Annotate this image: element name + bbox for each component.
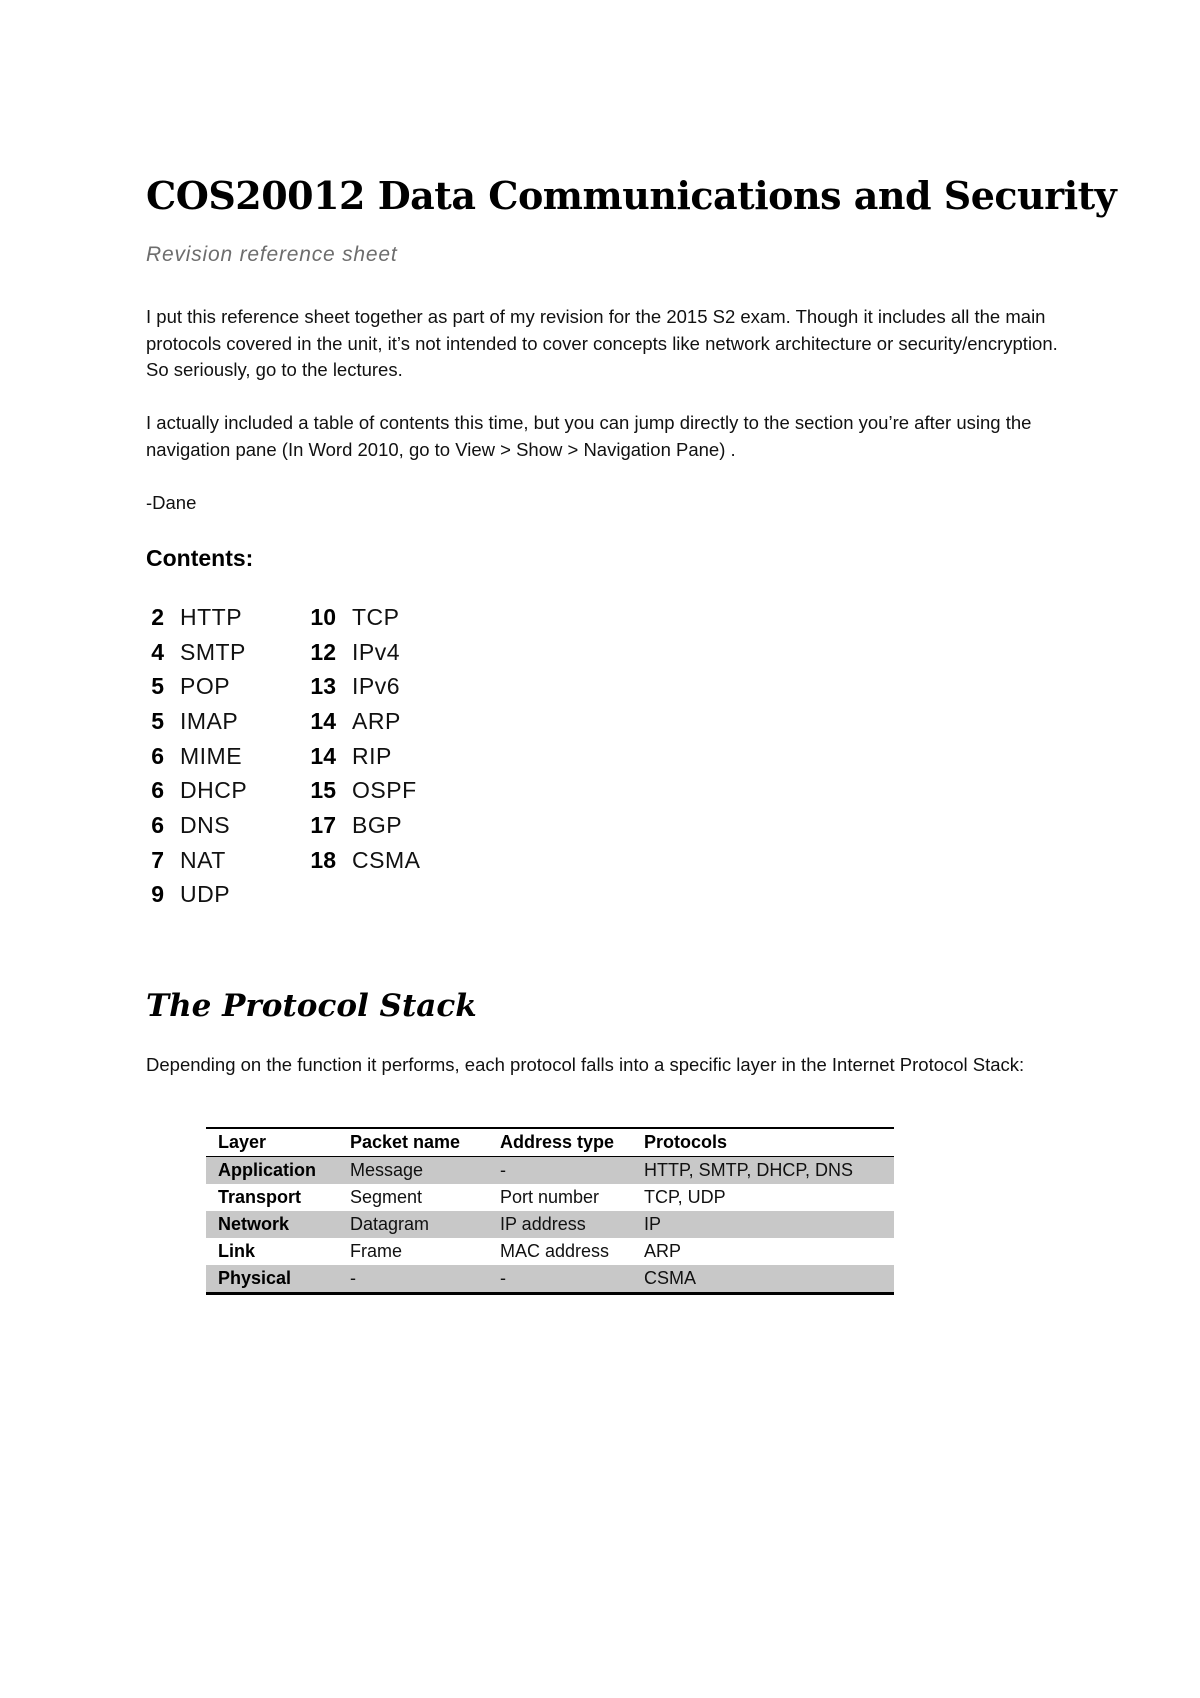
cell-protocols: ARP (644, 1241, 682, 1261)
toc-page-number: 2 (151, 603, 164, 630)
toc-page-number: 12 (310, 638, 336, 665)
toc-entry-name: HTTP (180, 603, 243, 630)
document-title: COS20012 Data Communications and Security (146, 173, 1117, 218)
toc-page-number: 6 (151, 811, 164, 838)
intro-paragraph-1: I put this reference sheet together as part of my revision for the 2015 S2 exam. Though it includes all the main protocols covered in the unit, it’s not intended to cover concepts like network architecture or security/encryption. So seriously, go to the lectures. (146, 306, 1058, 380)
toc-entry[interactable] (146, 635, 247, 670)
cell-address-type: Port number (500, 1187, 600, 1207)
cell-layer: Transport (218, 1187, 302, 1207)
contents-heading: Contents: (146, 545, 254, 571)
table-row (206, 1211, 894, 1238)
toc-entry[interactable] (310, 808, 420, 843)
toc-entry-name: BGP (352, 811, 403, 838)
toc-page-number: 4 (151, 638, 164, 665)
cell-layer: Link (218, 1241, 256, 1261)
toc-entry[interactable] (146, 773, 247, 808)
toc-page-number: 6 (151, 777, 164, 804)
intro-paragraph-2: I actually included a table of contents this time, but you can jump directly to the section you’re after using the navigation pane (In Word 2010, go to View > Show > Navigation Pane) . (146, 412, 1032, 460)
cell-packet-name: Datagram (338, 1211, 488, 1238)
toc-entry[interactable] (310, 739, 420, 774)
toc-entry[interactable] (146, 808, 247, 843)
toc-page-number: 13 (310, 673, 336, 700)
column-header-packet-name: Packet name (338, 1128, 488, 1157)
toc-entry-name: CSMA (352, 846, 421, 873)
toc-entry[interactable] (146, 843, 247, 878)
toc-entry[interactable] (146, 704, 247, 739)
toc-page-number: 17 (310, 811, 336, 838)
toc-entry-name: SMTP (180, 638, 246, 665)
toc-entry-name: IMAP (180, 707, 239, 734)
toc-entry[interactable] (310, 635, 420, 670)
toc-entry-name: UDP (180, 881, 231, 908)
toc-entry[interactable] (146, 739, 247, 774)
cell-address-type: - (488, 1265, 632, 1294)
toc-entry[interactable] (310, 843, 420, 878)
table-row (206, 1238, 894, 1265)
toc-entry-name: POP (180, 673, 231, 700)
toc-entry-name: DHCP (180, 777, 248, 804)
toc-entry-name: DNS (180, 811, 231, 838)
cell-protocols: IP (632, 1211, 894, 1238)
cell-layer: Application (206, 1157, 338, 1185)
cell-protocols: CSMA (632, 1265, 894, 1294)
toc-entry[interactable] (310, 669, 420, 704)
table-header-row (206, 1128, 894, 1157)
toc-entry-name: IPv6 (352, 673, 401, 700)
toc-entry[interactable] (310, 773, 420, 808)
toc-column-1 (146, 600, 247, 912)
cell-layer: Network (206, 1211, 338, 1238)
toc-entry[interactable] (146, 600, 247, 635)
toc-page-number: 14 (310, 742, 336, 769)
toc-page-number: 5 (151, 707, 164, 734)
cell-layer: Physical (206, 1265, 338, 1294)
protocol-stack-description: Depending on the function it performs, each protocol falls into a specific layer in the Internet Protocol Stack: (146, 1054, 1025, 1075)
toc-entry-name: IPv4 (352, 638, 401, 665)
cell-protocols: HTTP, SMTP, DHCP, DNS (632, 1157, 894, 1185)
toc-entry-name: OSPF (352, 777, 417, 804)
toc-entry[interactable] (146, 878, 247, 913)
column-header-address-type: Address type (488, 1128, 632, 1157)
toc-page-number: 9 (151, 881, 164, 908)
cell-packet-name: Segment (350, 1187, 423, 1207)
author-signature: -Dane (146, 492, 197, 513)
toc-entry[interactable] (146, 669, 247, 704)
table-row (206, 1184, 894, 1211)
cell-address-type: IP address (488, 1211, 632, 1238)
toc-page-number: 6 (151, 742, 164, 769)
toc-page-number: 5 (151, 673, 164, 700)
toc-entry[interactable] (310, 704, 420, 739)
toc-entry-name: NAT (180, 846, 226, 873)
cell-address-type: - (488, 1157, 632, 1185)
toc-entry-name: MIME (180, 742, 243, 769)
cell-packet-name: - (338, 1265, 488, 1294)
protocol-stack-table (206, 1127, 894, 1295)
cell-protocols: TCP, UDP (644, 1187, 726, 1207)
toc-entry-name: TCP (352, 603, 400, 630)
cell-packet-name: Message (338, 1157, 488, 1185)
section-heading-protocol-stack: The Protocol Stack (146, 988, 477, 1024)
cell-packet-name: Frame (350, 1241, 403, 1261)
column-header-layer: Layer (206, 1128, 338, 1157)
toc-page-number: 10 (310, 603, 336, 630)
cell-address-type: MAC address (500, 1241, 610, 1261)
table-row (206, 1157, 894, 1185)
document-subtitle: Revision reference sheet (146, 243, 398, 266)
toc-column-2 (310, 600, 420, 878)
toc-entry-name: ARP (352, 707, 401, 734)
toc-page-number: 7 (151, 846, 164, 873)
toc-page-number: 18 (310, 846, 336, 873)
toc-page-number: 14 (310, 707, 336, 734)
toc-entry-name: RIP (352, 742, 392, 769)
column-header-protocols: Protocols (632, 1128, 894, 1157)
toc-page-number: 15 (310, 777, 336, 804)
toc-entry[interactable] (310, 600, 420, 635)
table-row (206, 1265, 894, 1294)
